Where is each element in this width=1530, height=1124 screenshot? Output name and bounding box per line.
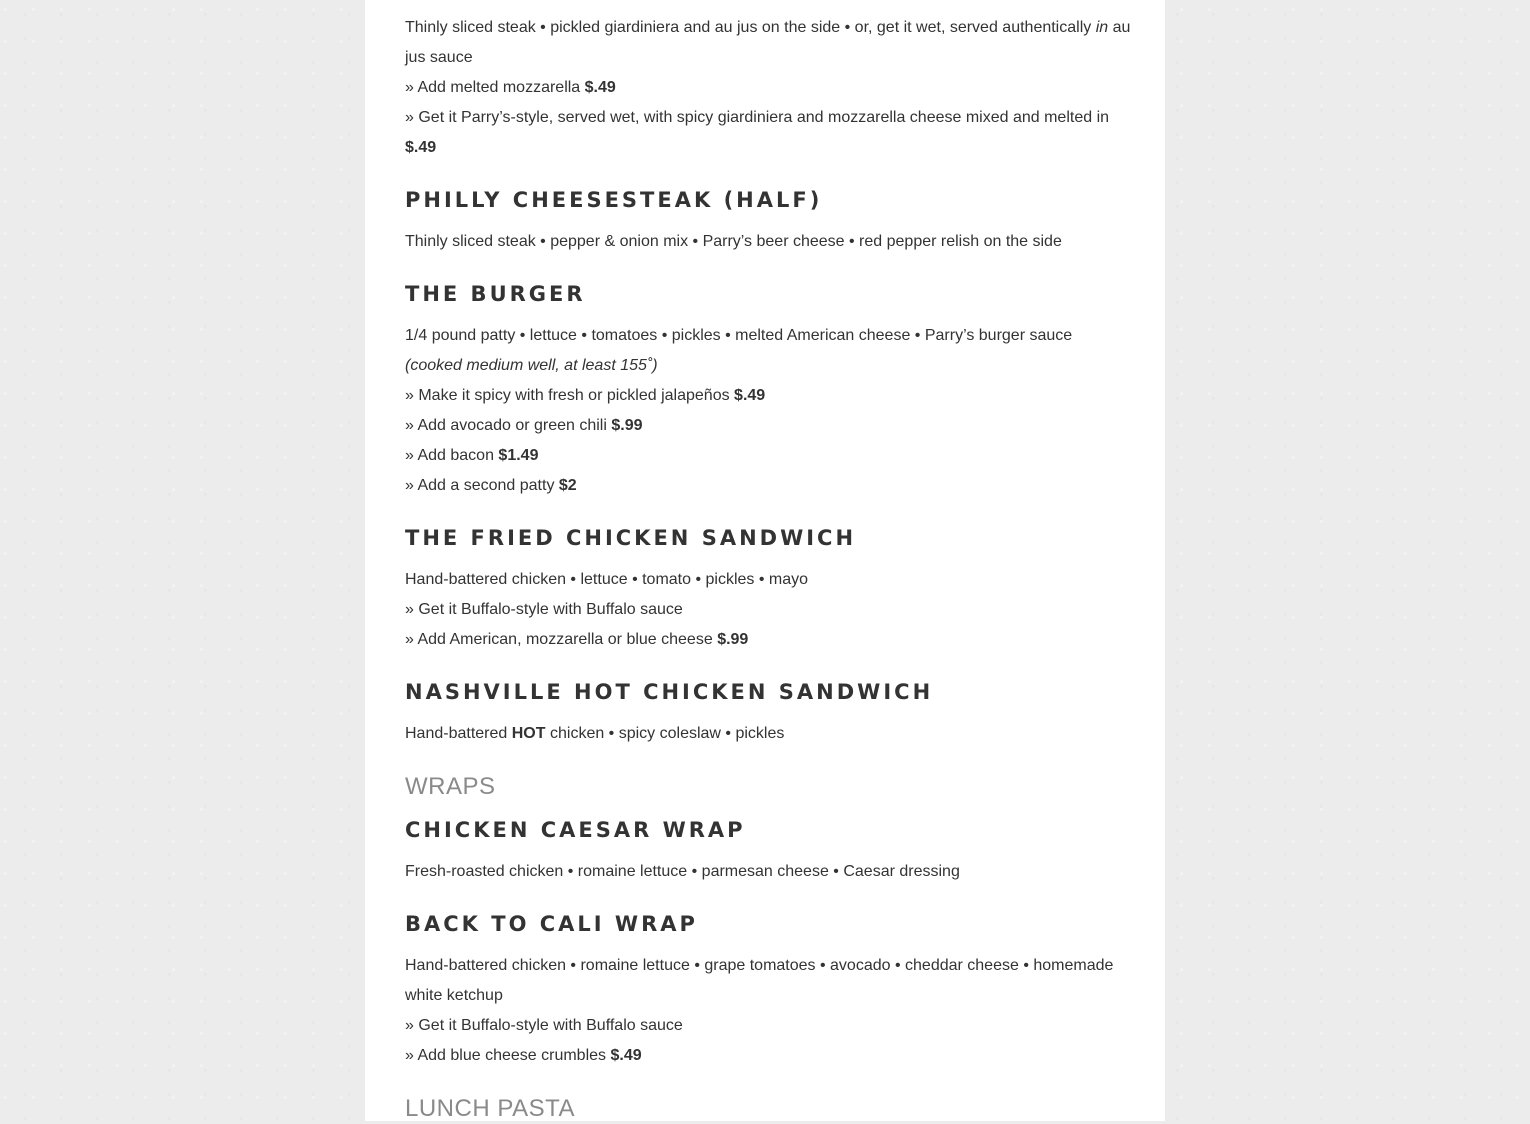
fried-chicken-description: Hand-battered chicken • lettuce • tomato • pickles • mayo [405, 571, 809, 588]
italian-beef-desc-au: au [1112, 19, 1131, 36]
burger-title: THE BURGER [405, 282, 586, 306]
burger-addon-second-patty [405, 471, 577, 501]
cali-wrap-description-line2: white ketchup [405, 987, 503, 1004]
addon-price: $.49 [584, 79, 616, 96]
italian-beef-addon-mozzarella [405, 73, 616, 103]
burger-cooking-note: (cooked medium well, at least 155˚) [405, 357, 658, 374]
nashville-desc-text-rest: chicken • spicy coleslaw • pickles [549, 725, 785, 742]
burger-addon-avocado [405, 411, 643, 441]
addon-price: $.49 [734, 387, 766, 404]
lunch-pasta-section-title: LUNCH PASTA [405, 1095, 575, 1122]
addon-price: $2 [558, 477, 577, 494]
fried-chicken-title: THE FRIED CHICKEN SANDWICH [405, 526, 857, 550]
cali-wrap-addon-blue-cheese [405, 1041, 642, 1071]
wraps-section-title: WRAPS [405, 773, 496, 800]
italian-beef-description-line2: jus sauce [405, 49, 473, 66]
addon-label: » Add melted mozzarella [405, 79, 581, 96]
burger-addon-jalapenos [405, 381, 765, 411]
addon-label: » Add avocado or green chili [405, 417, 607, 434]
italian-beef-description [405, 13, 1130, 43]
nashville-desc-text: Hand-battered [405, 725, 508, 742]
addon-label: » Add a second patty [405, 477, 555, 494]
philly-cheesesteak-title: PHILLY CHEESESTEAK (HALF) [405, 188, 823, 212]
addon-label: » Add American, mozzarella or blue cheese [405, 631, 713, 648]
fried-chicken-addon-buffalo: » Get it Buffalo-style with Buffalo sauce [405, 601, 683, 618]
addon-label: » Make it spicy with fresh or pickled jalapeños [405, 387, 730, 404]
italian-beef-desc-in: in [1095, 19, 1109, 36]
nashville-hot-title: NASHVILLE HOT CHICKEN SANDWICH [405, 680, 934, 704]
burger-addon-bacon [405, 441, 538, 471]
addon-price: $1.49 [498, 447, 539, 464]
cali-wrap-addon-buffalo: » Get it Buffalo-style with Buffalo sauce [405, 1017, 683, 1034]
addon-price: $.99 [611, 417, 643, 434]
addon-price: $.99 [717, 631, 749, 648]
chicken-caesar-wrap-title: CHICKEN CAESAR WRAP [405, 818, 746, 842]
nashville-hot-description [405, 719, 784, 749]
chicken-caesar-wrap-description: Fresh-roasted chicken • romaine lettuce • parmesan cheese • Caesar dressing [405, 863, 960, 880]
fried-chicken-addon-cheese [405, 625, 748, 655]
italian-beef-addon-parrys-style: » Get it Parry’s-style, served wet, with spicy giardiniera and mozzarella cheese mixed and melted in [405, 109, 1110, 126]
italian-beef-desc-text: Thinly sliced steak • pickled giardiniera and au jus on the side • or, get it wet, served authentically [405, 19, 1092, 36]
addon-label: » Add bacon [405, 447, 494, 464]
addon-price: $.49 [610, 1047, 642, 1064]
italian-beef-addon-parrys-style-price: $.49 [405, 139, 437, 156]
nashville-desc-hot: HOT [511, 725, 546, 742]
cali-wrap-description: Hand-battered chicken • romaine lettuce • grape tomatoes • avocado • cheddar cheese • homemade [405, 957, 1114, 974]
addon-label: » Add blue cheese crumbles [405, 1047, 607, 1064]
cali-wrap-title: BACK TO CALI WRAP [405, 912, 698, 936]
philly-cheesesteak-description: Thinly sliced steak • pepper & onion mix • Parry’s beer cheese • red pepper relish on the side [405, 233, 1062, 250]
burger-description: 1/4 pound patty • lettuce • tomatoes • pickles • melted American cheese • Parry’s burger sauce [405, 327, 1073, 344]
